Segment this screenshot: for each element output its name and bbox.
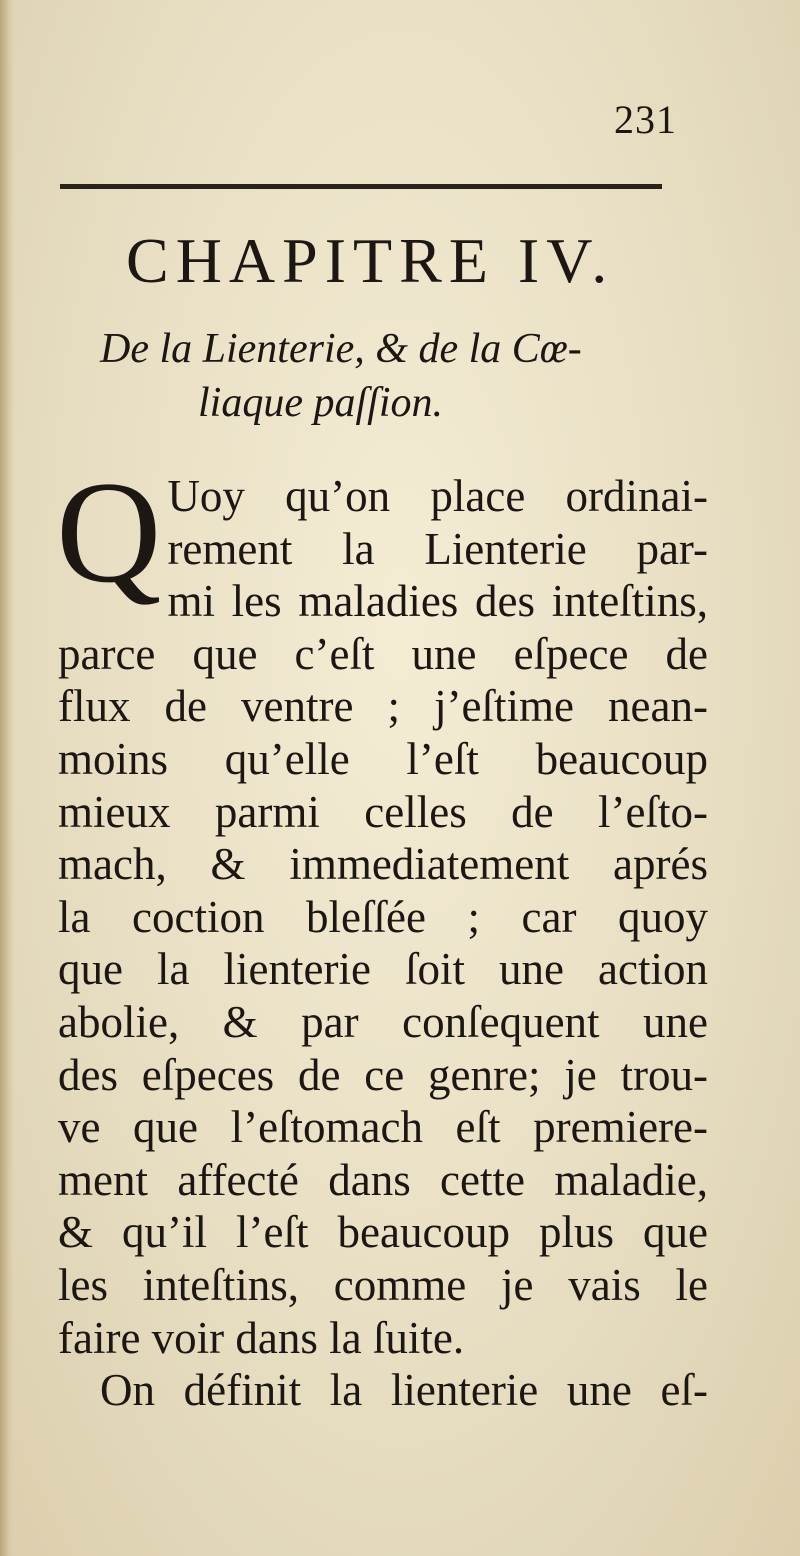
- page-gutter: [0, 0, 14, 1556]
- drop-cap: Q: [56, 451, 162, 613]
- text-line: la coction bleſſée ; car quoy: [58, 891, 708, 942]
- subtitle-line-2: liaque paſſion.: [198, 380, 443, 426]
- text-line: rement la Lienterie par-: [167, 523, 708, 574]
- text-line: mach, & immediatement aprés: [58, 839, 708, 890]
- text-line: que la lienterie ſoit une action: [58, 944, 708, 995]
- subtitle-line-1: De la Lienterie, & de la Cœ-: [100, 326, 582, 372]
- page-number: 231: [614, 97, 677, 142]
- text-line: mieux parmi celles de l’eſto-: [58, 786, 708, 837]
- text-line: ment affecté dans cette maladie,: [58, 1154, 708, 1205]
- header-rule: [60, 184, 662, 189]
- text-line: faire voir dans la ſuite.: [58, 1312, 465, 1363]
- text-line: des eſpeces de ce genre; je trou-: [58, 1049, 708, 1100]
- text-line: moins qu’elle l’eſt beaucoup: [58, 733, 708, 784]
- text-line: flux de ventre ; j’eſtime nean-: [58, 681, 708, 732]
- text-line: parce que c’eſt une eſpece de: [58, 628, 708, 679]
- text-line: Uoy qu’on place ordinai-: [167, 471, 708, 521]
- text-line: les inteſtins, comme je vais le: [58, 1259, 708, 1310]
- text-line: abolie, & par conſequent une: [58, 996, 708, 1047]
- text-line: & qu’il l’eſt beaucoup plus que: [58, 1207, 708, 1258]
- chapter-title: CHAPITRE IV.: [126, 225, 615, 296]
- chapter-subtitle: [100, 322, 660, 430]
- text-line: ve que l’eſtomach eſt premiere-: [58, 1102, 708, 1153]
- text-line-next-paragraph: On définit la lienterie une eſ-: [100, 1365, 708, 1416]
- text-line: mi les maladies des inteſtins,: [167, 576, 708, 627]
- body-text: [56, 451, 708, 1417]
